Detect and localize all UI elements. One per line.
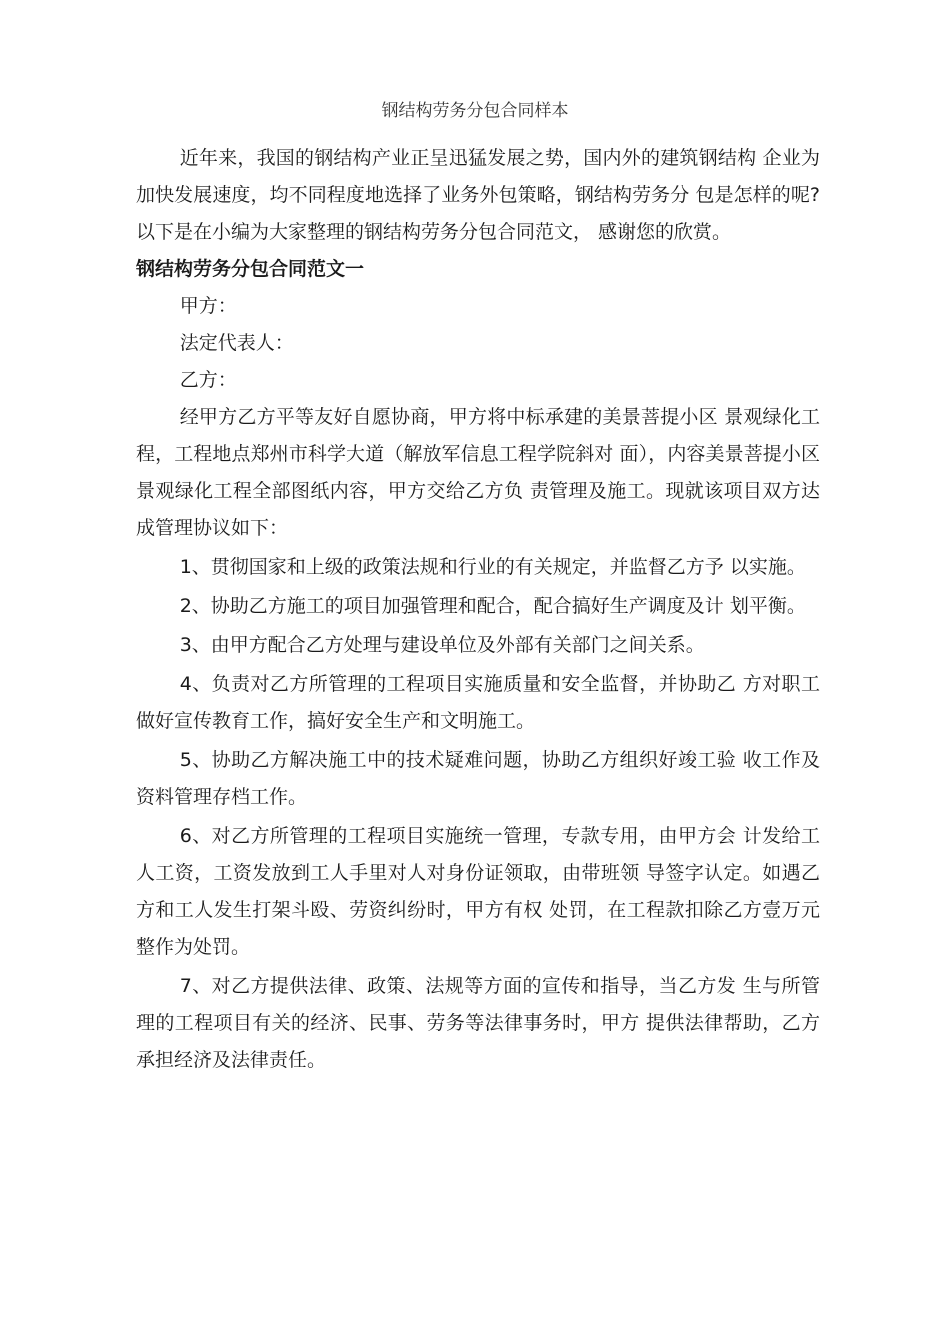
clause-2: 2、协助乙方施工的项目加强管理和配合，配合搞好生产调度及计 划平衡。	[179, 595, 806, 617]
clause-1: 1、贯彻国家和上级的政策法规和行业的有关规定，并监督乙方予 以实施。	[179, 556, 806, 578]
party-b-field: 乙方：	[179, 369, 237, 391]
document-body	[136, 140, 820, 1079]
document-title: 钢结构劳务分包合同样本	[381, 101, 569, 121]
clause-4: 4、负责对乙方所管理的工程项目实施质量和安全监督，并协助乙 方对职工做好宣传教育工作，搞好安全生产和文明施工。	[136, 673, 820, 732]
section-heading: 钢结构劳务分包合同范文一	[136, 258, 365, 280]
clause-6: 6、对乙方所管理的工程项目实施统一管理，专款专用，由甲方会 计发给工人工资，工资发放到工人手里对人对身份证领取，由带班领 导签字认定。如遇乙方和工人发生打架斗殴、劳资纠纷时，甲方有权 处罚，在工程款扣除乙方壹万元整作为处罚。	[136, 825, 820, 958]
clause-3: 3、由甲方配合乙方处理与建设单位及外部有关部门之间关系。	[179, 634, 705, 656]
clause-7: 7、对乙方提供法律、政策、法规等方面的宣传和指导，当乙方发 生与所管理的工程项目有关的经济、民事、劳务等法律事务时，甲方 提供法律帮助，乙方承担经济及法律责任。	[136, 975, 820, 1071]
party-a-field: 甲方：	[179, 295, 237, 317]
clause-5: 5、协助乙方解决施工中的技术疑难问题，协助乙方组织好竣工验 收工作及资料管理存档工作。	[136, 749, 820, 808]
preamble-paragraph: 经甲方乙方平等友好自愿协商，甲方将中标承建的美景菩提小区 景观绿化工程，工程地点郑州市科学大道（解放军信息工程学院斜对 面），内容美景菩提小区景观绿化工程全部图纸内容，甲方交给乙方负 责管理及施工。现就该项目双方达成管理协议如下：	[136, 406, 820, 539]
intro-paragraph: 近年来，我国的钢结构产业正呈迅猛发展之势，国内外的建筑钢结构 企业为加快发展速度，均不同程度地选择了业务外包策略，钢结构劳务分 包是怎样的呢?以下是在小编为大家整理的钢结构劳务分包合同范文， 感谢您的欣赏。	[136, 147, 820, 243]
legal-representative-field: 法定代表人：	[179, 332, 294, 354]
